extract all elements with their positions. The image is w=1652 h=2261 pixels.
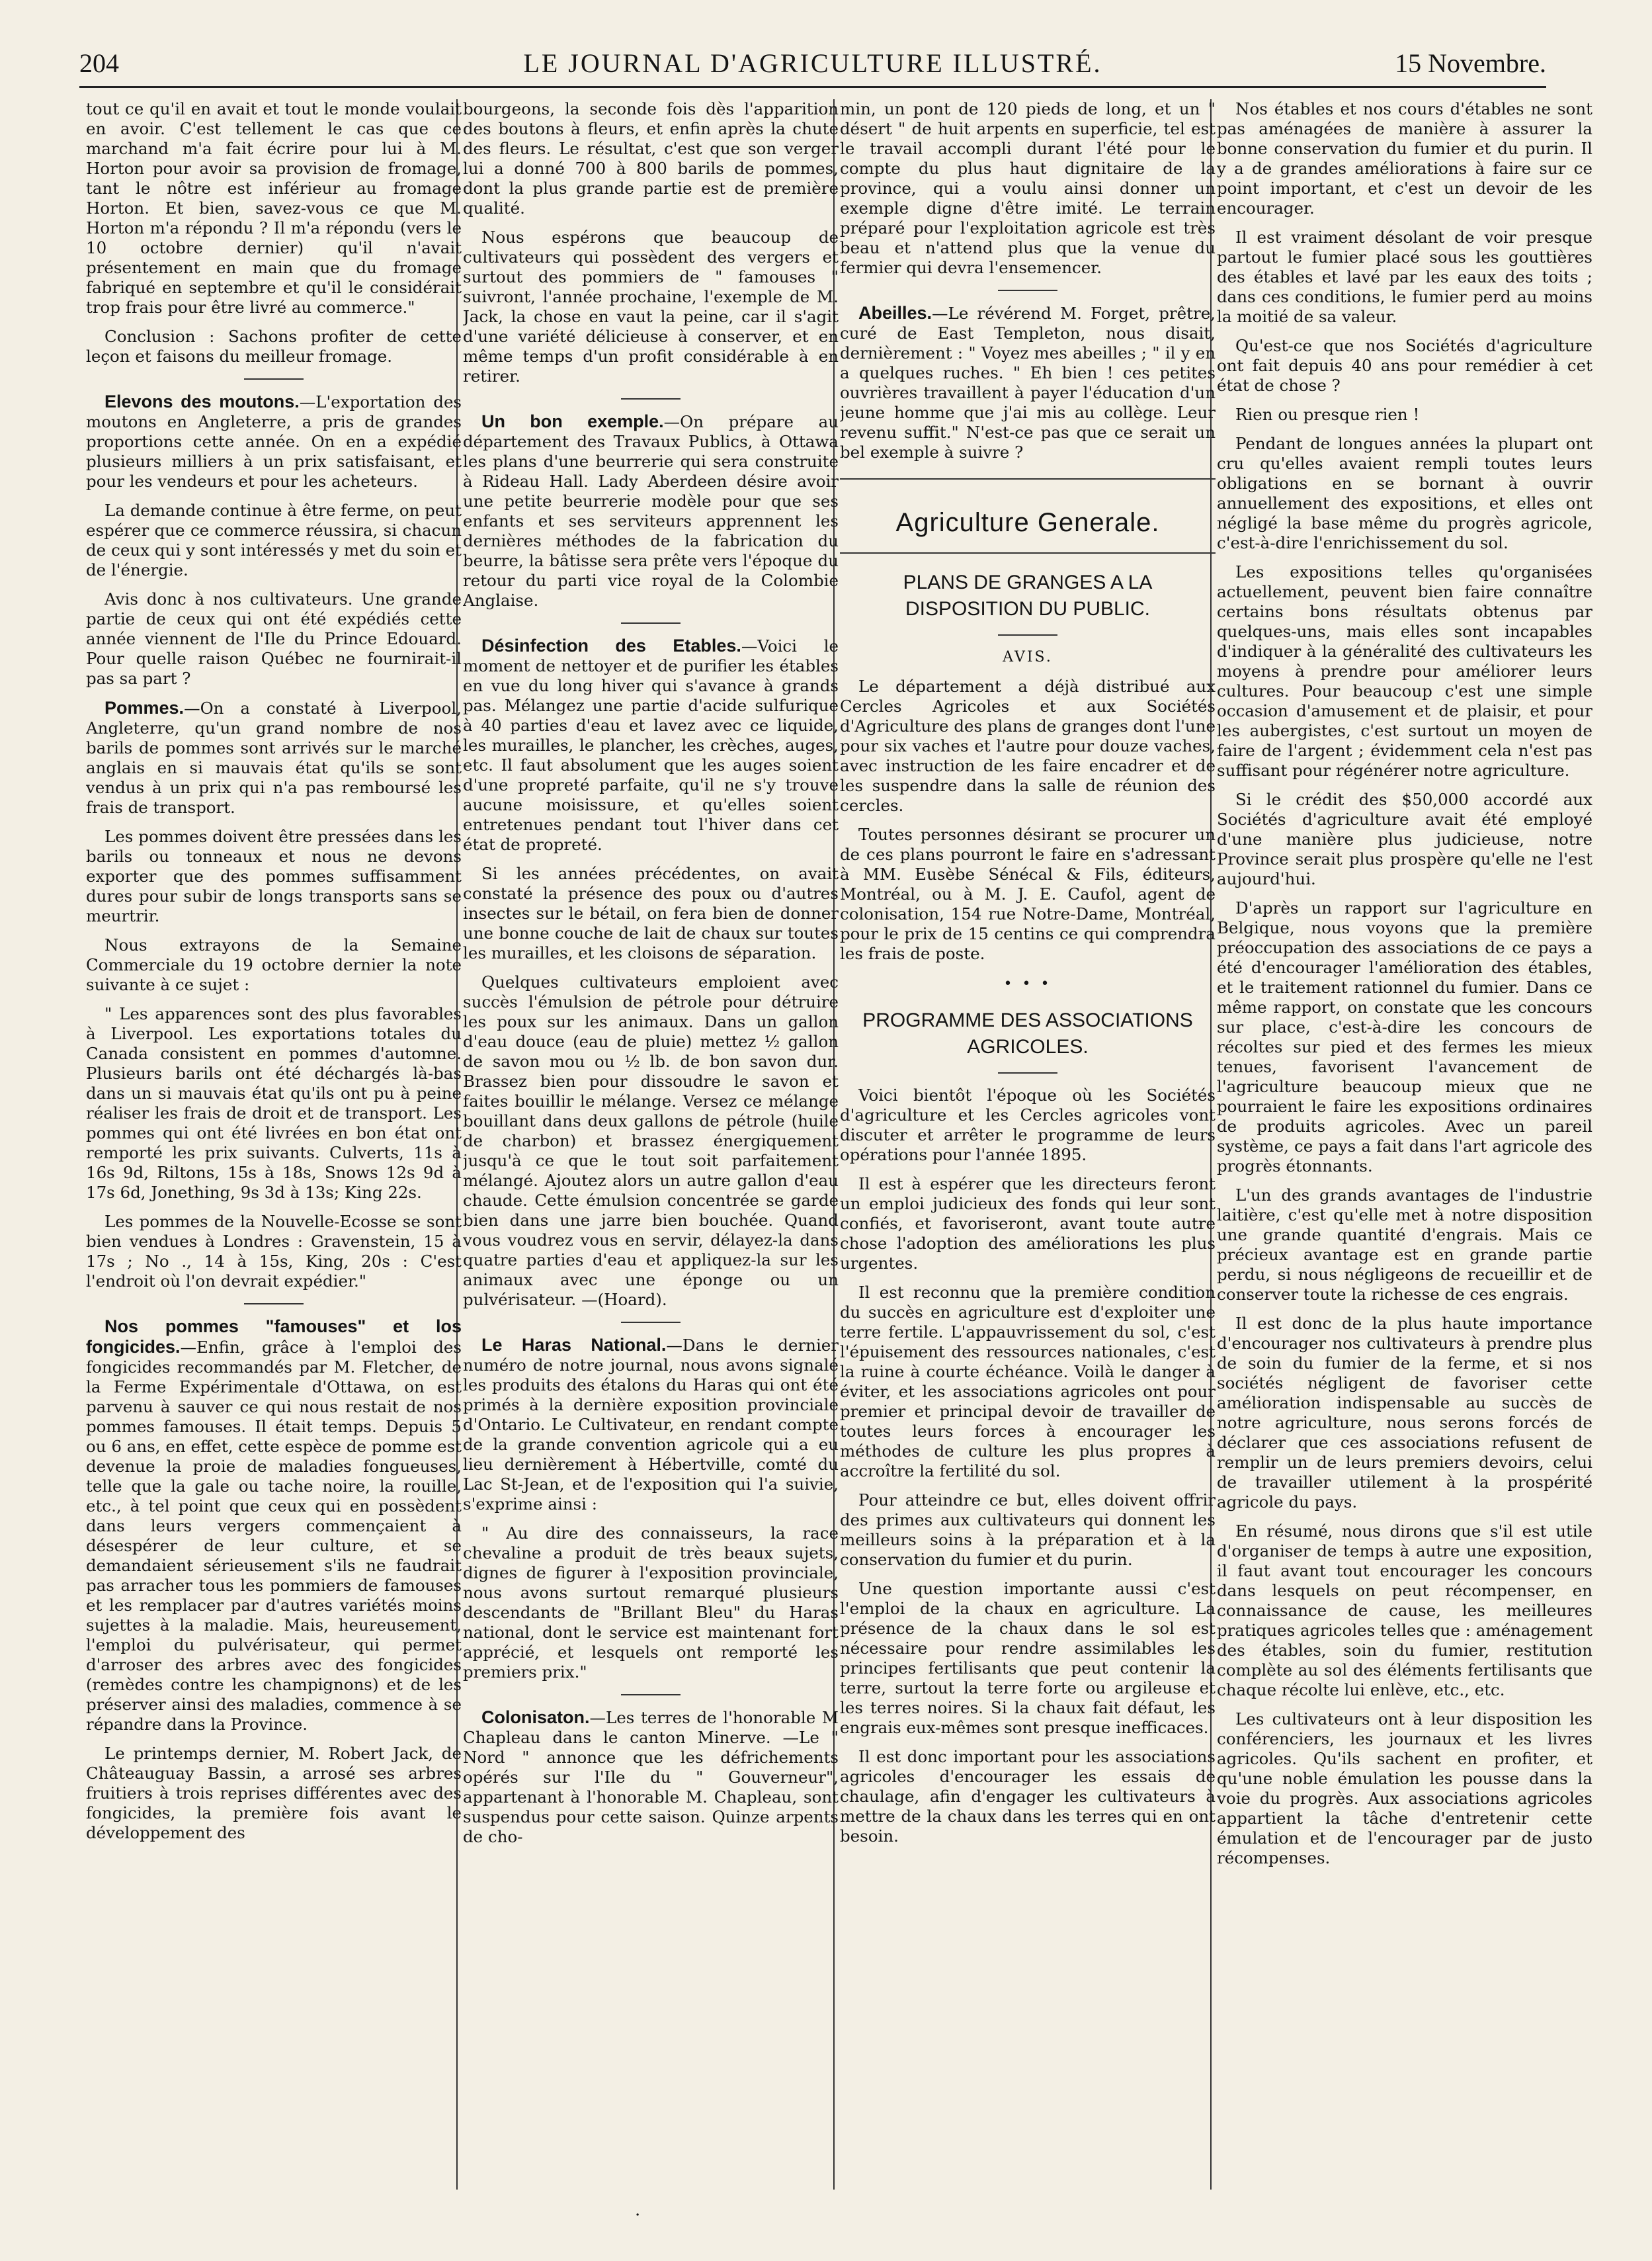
article-disinfection: [463, 636, 839, 855]
article-body: —L'exportation des moutons en Angleterre, a pris de grandes proportions cette année. On en a expédié plusieurs milliers à un prix satisfaisant, et pour les vendeurs et pour les acheteurs.: [86, 392, 462, 491]
page-number: 204: [79, 48, 119, 78]
paragraph: Il est reconnu que la première condition du succès en agriculture est d'exploiter une terre fertile. L'appauvrissement du sol, c'est l'épuisement des ressources nationales, c'est la ruine à courte échéance. Voilà le danger à éviter, et les associations agricoles ont pour premier et principal devoir de travailler de toutes leurs forces à encourager les méthodes de culture les plus propres à accroître la fertilité du sol.: [840, 1283, 1216, 1480]
section-rule: [840, 478, 1216, 480]
article-heading: PLANS DE GRANGES A LA DISPOSITION DU PUBLIC.: [903, 572, 1153, 620]
paragraph: Nos étables et nos cours d'étables ne sont pas aménagées de manière à assurer la bonne conservation du fumier et du purin. Il y a de grandes améliorations à faire sur ce point important, et c'est un devoir de les encourager.: [1217, 99, 1592, 218]
paragraph: Le printemps dernier, M. Robert Jack, de Châteauguay Bassin, a arrosé ses arbres fruitiers à trois reprises différentes avec des fongicides, la première fois avant le développement des: [86, 1744, 462, 1842]
paragraph: La demande continue à être ferme, on peut espérer que ce commerce réussira, si chacun de ceux qui y sont intéressés y met du soin et de l'énergie.: [86, 501, 462, 579]
separator: [998, 290, 1057, 291]
article-title: Un bon exemple.: [481, 411, 664, 431]
article-title: Colonisaton.: [481, 1707, 590, 1727]
separator: [244, 378, 304, 380]
paragraph: Il est donc de la plus haute importance d'encourager nos cultivateurs à prendre plus de soin du fumier de la ferme, et si nos sociétés négligent de favoriser cette amélioration indispensable au succès de notre agriculture, nous serons forcés de déclarer que ces associations refusent de remplir un de leurs premiers devoirs, celui de travailler utilement à la prospérité agricole du pays.: [1217, 1314, 1592, 1512]
paragraph: Une question importante aussi c'est l'emploi de la chaux en agriculture. La présence de la chaux dans le sol est nécessaire pour rendre assimilables les principes fertilisants que peut contenir la terre, surtout la terre forte ou argileuse et les terres noires. Si la chaux fait défaut, les engrais eux-mêmes sont presque inefficaces.: [840, 1579, 1216, 1737]
notice-label: AVIS.: [1003, 649, 1053, 665]
article-body: —Le révérend M. Forget, prêtre, curé de East Templeton, nous disait, dernièrement : " Voyez mes abeilles ; " il y en a quelques ruches. " Eh bien ! ces petites ouvrières travaillent à payer l'éducation d'un jeune homme que j'ai mis au collège. Leur revenu suffit." N'est-ce pas que ce serait un bel exemple à suivre ?: [840, 304, 1216, 462]
article-sheep: [86, 392, 462, 491]
section-rule: [840, 552, 1216, 554]
paragraph: Il est vraiment désolant de voir presque partout le fumier placé sous les gouttières des étables et lavé par les eaux des toits ; dans ces conditions, le fumier perd au moins la moitié de sa valeur.: [1217, 228, 1592, 326]
column-4: [1217, 99, 1592, 2216]
paragraph: tout ce qu'il en avait et tout le monde voulait en avoir. C'est tellement le cas que ce marchand m'a fait écrire pour lui à M. Horton pour avoir sa provision de fromage, tant le nôtre est inférieur au fromage Horton. Et bien, savez-vous ce que M. Horton m'a répondu ? Il m'a répondu (vers le 10 octobre dernier) qu'il n'avait présentement en main que du fromage fabriqué en septembre et qu'il le considérait trop frais pour être livré au commerce.": [86, 99, 462, 317]
article-body: —Voici le moment de nettoyer et de purifier les étables en vue du long hiver qui s'avance à grands pas. Mélangez une partie d'acide sulfurique à 40 parties d'eau et lavez avec ce liquide, les murailles, le plancher, les crèches, auges, etc. Il faut absolument que les auges soient d'une propreté parfaite, qu'il ne s'y trouve aucune moisissure, et qu'elles soient entretenues pendant tout l'hiver dans cet état de propreté.: [463, 636, 839, 854]
page-header: [79, 48, 1546, 85]
article-title: Désinfection des Etables.: [481, 636, 741, 656]
column-3: [840, 99, 1216, 2216]
page-mark: ·: [635, 2205, 641, 2225]
paragraph: Rien ou presque rien !: [1235, 405, 1420, 424]
paragraph: Conclusion : Sachons profiter de cette leçon et faisons du meilleur fromage.: [86, 327, 462, 366]
article-title: Le Haras National.: [481, 1335, 667, 1355]
article-good-example: [463, 411, 839, 611]
article-title: Pommes.: [104, 698, 185, 718]
paragraph: Si le crédit des $50,000 accordé aux Sociétés d'agriculture avait été employé d'une manière plus judicieuse, notre Province serait plus prospère qu'elle ne l'est aujourd'hui.: [1217, 790, 1592, 888]
paragraph: Avis donc à nos cultivateurs. Une grande partie de ceux qui ont été expédiés cette année viennent de l'Ile du Prince Edouard. Pour quelle raison Québec ne fournirait-il pas sa part ?: [86, 589, 462, 688]
article-body: —On a constaté à Liverpool, Angleterre, qu'un grand nombre de nos barils de pommes sont arrivés sur le marché anglais en si mauvais état qu'ils se sont vendus à un prix qui n'a pas remboursé les frais de transport.: [86, 699, 462, 817]
separator: [621, 398, 681, 400]
paragraph: Les cultivateurs ont à leur disposition les conférenciers, les journaux et les livres agricoles. Qu'ils sachent en profiter, et qu'une noble émulation les pousse dans la voie du progrès. Aux associations agricoles appartient la tâche d'entretenir cette émulation et de l'encourager par de justo récompenses.: [1217, 1709, 1592, 1867]
column-1: [86, 99, 462, 2216]
article-title: Nos pommes "famouses" et los fongicides.: [86, 1316, 462, 1357]
paragraph: Qu'est-ce que nos Sociétés d'agriculture ont fait depuis 40 ans pour remédier à cet état de chose ?: [1217, 336, 1592, 395]
paragraph: Nous espérons que beaucoup de cultivateurs qui possèdent des vergers et surtout des pommiers de " famouses " suivront, l'année prochaine, l'exemple de M. Jack, la chose en vaut la peine, car il s'agit d'une variété délicieuse à conserver, et en même temps d'un profit considérable à en retirer.: [463, 228, 839, 386]
separator: [998, 634, 1057, 636]
paragraph: Pendant de longues années la plupart ont cru qu'elles avaient rempli toutes leurs obligations en se bornant à ouvrir annuellement des expositions, et elles ont négligé la base même du progrès agricole, c'est-à-dire l'enrichissement du sol.: [1217, 434, 1592, 552]
paragraph: Nous extrayons de la Semaine Commerciale du 19 octobre dernier la note suivante à ce sujet :: [86, 935, 462, 994]
paragraph: Les pommes doivent être pressées dans les barils ou tonneaux et nous ne devons exporter que des pommes suffisamment dures pour subir de longs transports sans se meurtrir.: [86, 827, 462, 925]
paragraph: " Au dire des connaisseurs, la race chevaline a produit de très beaux sujets, dignes de figurer à l'exposition provinciale, nous avons surtout remarqué plusieurs descendants de "Brillant Bleu" du Haras national, dont le service est maintenant fort apprécié, et lesquels ont remporté les premiers prix.": [463, 1523, 839, 1682]
paragraph: Quelques cultivateurs emploient avec succès l'émulsion de pétrole pour détruire les poux sur les animaux. Dans un gallon d'eau douce (eau de pluie) mettez ½ gallon de savon mou ou ½ lb. de bon savon dur. Brassez bien pour dissoudre le savon et faites bouillir le mélange. Versez ce mélange bouillant dans deux gallons de pétrole (huile de charbon) et brassez énergiquement jusqu'à ce que le tout soit parfaitement mélangé. Ajoutez alors un autre gallon d'eau chaude. Cette émulsion concentrée se garde bien dans une jarre bien bouchée. Quand vous voudrez vous en servir, délayez-la dans quatre parties d'eau et appliquez-la sur les animaux avec une éponge ou un pulvérisateur. —(Hoard).: [463, 972, 839, 1309]
separator: [998, 1072, 1057, 1074]
header-rule: [79, 86, 1546, 88]
paragraph: Toutes personnes désirant se procurer un de ces plans pourront le faire en s'adressant à MM. Eusèbe Sénécal & Fils, éditeurs, Montréal, ou à M. J. E. Caufol, agent de colonisation, 154 rue Notre-Dame, Montréal, pour le prix de 15 centins ce qui comprendra les frais de poste.: [840, 825, 1216, 963]
article-body: —Enfin, grâce à l'emploi des fongicides recommandés par M. Fletcher, de la Ferme Expérimentale d'Ottawa, on est parvenu à sauver ce qui nous restait de nos pommes famouses. Il était temps. Depuis 5 ou 6 ans, en effet, cette espèce de pomme est devenue la proie de maladies fongueuses, telle que la gale ou tache noire, la rouille, etc., à tel point que ceux qui en possèdent dans leurs vergers commençaient à désespérer de leur culture, et se demandaient sérieusement s'ils ne faudrait pas arracher tous les pommiers de famouses et les remplacer par d'autres variétés moins sujettes à la maladie. Mais, heureusement, l'emploi du pulvérisateur, qui permet d'arroser des arbres avec des fongicides (remèdes contre les champignons) et de les préserver ainsi des maladies, commence à se répandre dans la Province.: [86, 1338, 462, 1734]
paragraph: L'un des grands avantages de l'industrie laitière, c'est qu'elle met à notre disposition une grande quantité d'engrais. Mais ce précieux avantage est en grande partie perdu, si nous négligeons de recueillir et de conserver toute la richesse de ces engrais.: [1217, 1185, 1592, 1304]
paragraph: Il est donc important pour les associations agricoles d'encourager les essais de chaulage, afin d'engager les cultivateurs à mettre de la chaux dans les terres qui en ont besoin.: [840, 1747, 1216, 1846]
article-heading: PROGRAMME DES ASSOCIATIONS AGRICOLES.: [862, 1009, 1193, 1058]
article-haras: [463, 1335, 839, 1514]
paragraph: Si les années précédentes, on avait constaté la présence des poux ou d'autres insectes sur le bétail, on fera bien de donner une bonne couche de lait de chaux sur toutes les murailles, et les cloisons de séparation.: [463, 864, 839, 962]
paragraph: D'après un rapport sur l'agriculture en Belgique, nous voyons que la première préoccupation des associations de ce pays a été d'encourager l'amélioration des étables, et le traitement rationnel du fumier. Dans ce même rapport, on constate que les concours sur place, c'est-à-dire les concours de récoltes sur pied et des fermes les mieux tenues, favorisent l'avancement de l'agriculture beaucoup mieux que ne pourraient le faire les expositions ordinaires de produits agricoles. Avec un pareil système, ce pays a fait dans l'art agricole des progrès étonnants.: [1217, 898, 1592, 1175]
ornament: • • •: [1003, 976, 1052, 992]
article-fungicides: [86, 1316, 462, 1734]
paragraph: Pour atteindre ce but, elles doivent offrir des primes aux cultivateurs qui donnent les meilleurs soins à la préparation et à la conservation du fumier et du purin.: [840, 1490, 1216, 1569]
separator: [621, 1322, 681, 1323]
journal-title: LE JOURNAL D'AGRICULTURE ILLUSTRÉ.: [523, 48, 1102, 78]
paragraph: " Les apparences sont des plus favorables à Liverpool. Les exportations totales du Canada consistent en pommes d'automne. Plusieurs barils ont été déchargés là-bas dans un si mauvais état qu'ils ont pu à peine réaliser les frais de droit et de transport. Les pommes qui ont été livrées en bon état ont remporté les prix suivants. Culverts, 11s à 16s 9d, Riltons, 15s à 18s, Snows 12s 9d à 17s 6d, Jonething, 9s 3d à 13s; King 22s.: [86, 1004, 462, 1202]
paragraph: Le département a déjà distribué aux Cercles Agricoles et aux Sociétés d'Agriculture des plans de granges dont l'une pour six vaches et l'autre pour douze vaches, avec instruction de les faire encadrer et de les suspendre dans la salle de réunion des cercles.: [840, 677, 1216, 815]
article-title: Elevons des moutons.: [104, 392, 300, 411]
column-2: [463, 99, 839, 2216]
paragraph: Voici bientôt l'époque où les Sociétés d'agriculture et les Cercles agricoles vont discuter et arrêter le programme de leurs opérations pour l'année 1895.: [840, 1086, 1216, 1164]
article-colonisation: [463, 1707, 839, 1847]
separator: [621, 1694, 681, 1695]
paragraph: min, un pont de 120 pieds de long, et un " désert " de huit arpents en superficie, tel est le travail accompli durant l'été pour le compte du plus haut dignitaire de la province, qui a voulu ainsi donner un exemple digne d'être imité. Le terrain préparé pour l'exploitation agricole est très beau et n'attend plus que la venue du fermier qui devra l'ensemencer.: [840, 99, 1216, 277]
paragraph: Il est à espérer que les directeurs feront un emploi judicieux des fonds qui leur sont confiés, et favoriseront, avant toute autre chose l'adoption des améliorations les plus urgentes.: [840, 1174, 1216, 1273]
article-bees: [840, 303, 1216, 462]
paragraph: Les pommes de la Nouvelle-Ecosse se sont bien vendues à Londres : Gravenstein, 15 à 17s ; No ., 14 à 15s, King, 20s : C'est l'endroit où l'on devrait expédier.": [86, 1212, 462, 1291]
section-heading: Agriculture Generale.: [895, 508, 1160, 537]
article-apples: [86, 698, 462, 818]
article-body: —Les terres de l'honorable M Chapleau dans le canton Minerve. —Le " Nord " annonce que les défrichements opérés sur l'Ile du " Gouverneur", appartenant à l'honorable M. Chapleau, sont suspendus pour cette saison. Quinze arpents de cho-: [463, 1708, 839, 1846]
separator: [621, 622, 681, 624]
paragraph: Les expositions telles qu'organisées actuellement, peuvent bien faire connaître certains bons résultats obtenus par quelques-uns, mais elles sont incapables d'indiquer à la généralité des cultivateurs les moyens à prendre pour améliorer leurs cultures. Pour beaucoup c'est une simple occasion d'amusement et de plaisir, et pour les aubergistes, c'est surtout un moyen de faire de l'argent ; évidemment cela n'est pas suffisant pour régénérer notre agriculture.: [1217, 562, 1592, 780]
article-body: —Dans le dernier numéro de notre journal, nous avons signalé les produits des étalons du Haras qui ont été primés à la dernière exposition provinciale d'Ontario. Le Cultivateur, en rendant compte de la grande convention agricole qui a eu lieu dernièrement à Hébertville, comté du Lac St-Jean, et de l'exposition qui l'a suivie, s'exprime ainsi :: [463, 1336, 839, 1514]
separator: [244, 1303, 304, 1304]
issue-date: 15 Novembre.: [1395, 48, 1546, 78]
paragraph: bourgeons, la seconde fois dès l'apparition des boutons à fleurs, et enfin après la chute des fleurs. Le résultat, c'est que son verger lui a donné 700 à 800 barils de pommes, dont la plus grande partie est de première qualité.: [463, 99, 839, 218]
article-title: Abeilles.: [858, 303, 932, 323]
article-body: —On prépare au département des Travaux Publics, à Ottawa les plans d'une beurrerie qui sera construite à Rideau Hall. Lady Aberdeen désire avoir une petite beurrerie modèle pour que ses enfants et ses serviteurs apprennent les dernières méthodes de la fabrication du beurre, la bâtisse sera prête vers l'époque du retour du parti vice royal de la Colombie Anglaise.: [463, 412, 839, 610]
paragraph: En résumé, nous dirons que s'il est utile d'organiser de temps à autre une exposition, il faut avant tout encourager les concours dans lesquels on peut récompenser, en connaissance de cause, les meilleures pratiques agricoles telles que : aménagement des étables, soin du fumier, restitution complète au sol des éléments fertilisants que chaque récolte lui enlève, etc., etc.: [1217, 1521, 1592, 1699]
